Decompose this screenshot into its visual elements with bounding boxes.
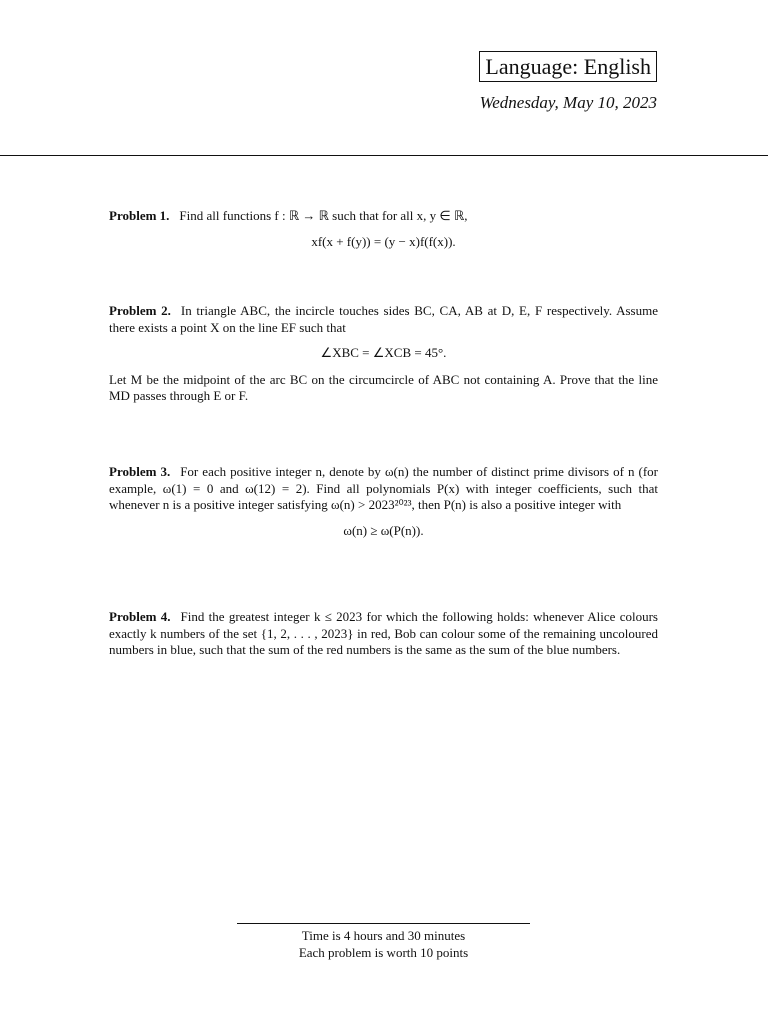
problem-2 [109, 303, 658, 405]
problem-4 [109, 609, 658, 659]
footer-divider [237, 923, 530, 924]
problem-text: Find the greatest integer k ≤ 2023 for which the following holds: whenever Alice colours exactly k numbers of the set {1, 2, . . . , 2023} in red, Bob can colour some of the remaining uncoloured numbers in blue, such that the sum of the red numbers is the same as the sum of the blue numbers. [109, 609, 658, 657]
problem-label: Problem 1. [109, 208, 170, 223]
footer-points: Each problem is worth 10 points [298, 945, 469, 960]
problem-text: Find all functions f : ℝ → ℝ such that for all x, y ∈ ℝ, [179, 208, 468, 223]
problem-equation: ω(n) ≥ ω(P(n)). [343, 522, 424, 538]
problem-text-continued: Let M be the midpoint of the arc BC on the circumcircle of ABC not containing A. Prove that the line MD passes through E or F. [109, 371, 658, 403]
problem-text: For each positive integer n, denote by ω(n) the number of distinct prime divisors of n (for example, ω(1) = 0 and ω(12) = 2). Find all polynomials P(x) with integer coefficients, such that whenever n is a positive integer satisfying ω(n) > 2023²⁰²³, then P(n) is also a positive integer with [109, 464, 658, 512]
problem-label: Problem 4. [109, 609, 171, 624]
problem-label: Problem 3. [109, 464, 171, 479]
problem-label: Problem 2. [109, 303, 171, 318]
footer-time: Time is 4 hours and 30 minutes [301, 928, 466, 943]
problem-1 [109, 208, 658, 260]
header-divider [0, 155, 768, 156]
problem-equation: ∠XBC = ∠XCB = 45°. [320, 345, 447, 360]
problem-text: In triangle ABC, the incircle touches sides BC, CA, AB at D, E, F respectively. Assume there exists a point X on the line EF such that [109, 303, 658, 335]
exam-date: Wednesday, May 10, 2023 [479, 93, 657, 112]
language-label: Language: English [479, 51, 657, 82]
problem-equation: xf(x + f(y)) = (y − x)f(f(x)). [311, 233, 456, 249]
problem-3 [109, 464, 658, 549]
